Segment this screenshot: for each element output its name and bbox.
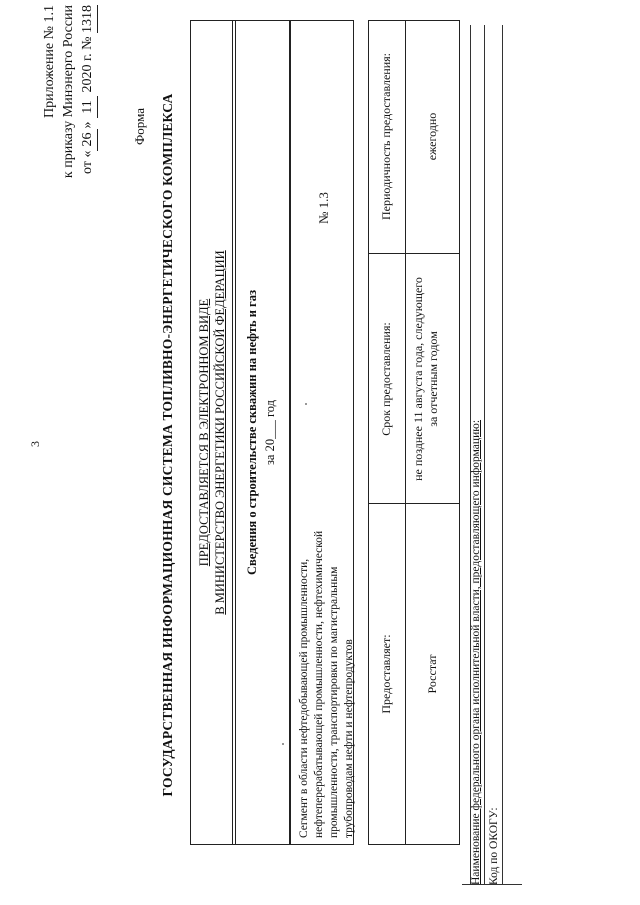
report-title: Сведения о строительстве скважин на нефть и газ [245, 290, 259, 575]
header-deadline: Срок предоставления: [379, 322, 393, 436]
date-year: 2020 г. № [80, 36, 95, 93]
footer-left-rule [462, 884, 522, 885]
electronic-submission-box [190, 20, 236, 845]
value-provider: Росстат [425, 654, 439, 694]
table-header-divider [405, 21, 406, 844]
segment-box [290, 20, 354, 845]
appendix-header [40, 5, 98, 215]
electronic-line-1: ПРЕДОСТАВЛЯЕТСЯ В ЭЛЕКТРОННОМ ВИДЕ [197, 298, 211, 567]
scan-speck [305, 403, 307, 405]
scan-speck [282, 743, 284, 745]
date-month: 11 [78, 96, 98, 118]
report-period: за 20___ год [263, 399, 277, 466]
value-periodicity: ежегодно [425, 112, 439, 161]
order-number: 1318 [78, 5, 98, 33]
date-day: 26 [78, 129, 98, 151]
date-mid: » [80, 121, 95, 129]
appendix-line-2: к приказу Минэнерго России [61, 5, 76, 179]
header-periodicity: Периодичность предоставления: [379, 53, 393, 220]
okogu-label: Код по ОКОГУ: [488, 807, 500, 885]
date-prefix: от « [80, 150, 95, 174]
electronic-line-2: В МИНИСТЕРСТВО ЭНЕРГЕТИКИ РОССИЙСКОЙ ФЕДЕРАЦИИ [213, 250, 227, 615]
header-provider: Предоставляет: [379, 634, 393, 714]
submission-table [368, 20, 460, 845]
authority-label: Наименование федерального органа исполнительной власти, предоставляющего информацию: [470, 419, 482, 885]
report-title-box [232, 20, 290, 845]
page-number: 3 [28, 441, 42, 447]
appendix-line-3 [78, 5, 98, 215]
segment-text: Сегмент в области нефтедобывающей промышленности, нефтеперерабатывающей промышленности, нефтехимической промышленности, транспортировки по магистральным трубопроводам нефти и нефтепродуктов [298, 530, 355, 838]
form-number: № 1.3 [316, 192, 331, 224]
value-deadline: не позднее 11 августа года, следующего за отчетным годом [411, 277, 440, 481]
okogu-line [488, 25, 503, 885]
appendix-line-1: Приложение № 1.1 [42, 5, 57, 118]
authority-line [470, 25, 485, 885]
system-title: ГОСУДАРСТВЕННАЯ ИНФОРМАЦИОННАЯ СИСТЕМА ТОПЛИВНО-ЭНЕРГЕТИЧЕСКОГО КОМПЛЕКСА [160, 93, 175, 797]
form-label: Форма [132, 108, 147, 145]
